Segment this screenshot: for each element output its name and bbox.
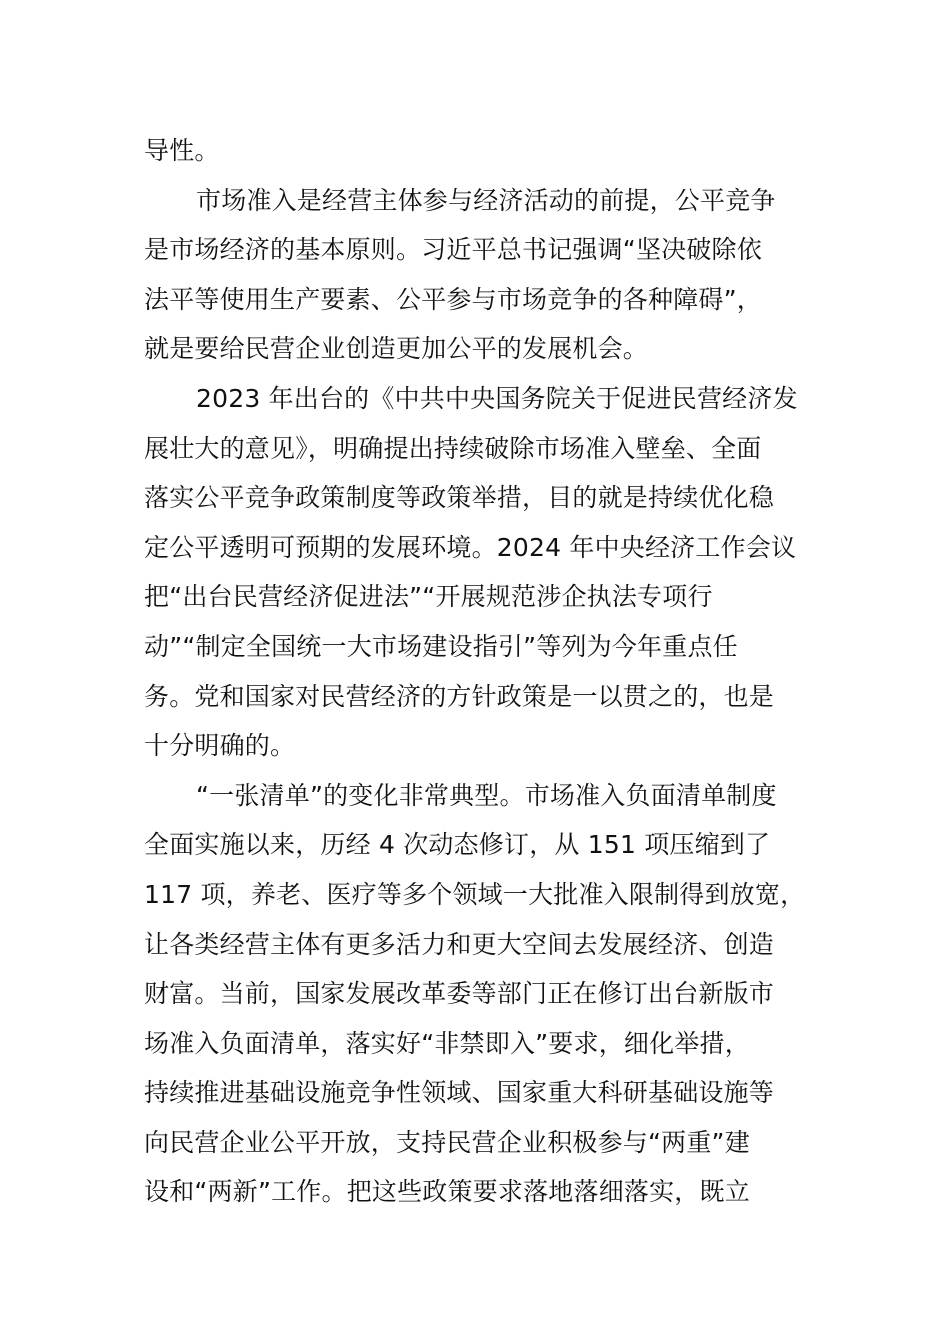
text-line: 财富。当前，国家发展改革委等部门正在修订出台新版市: [144, 979, 775, 1009]
text-line: 全面实施以来，历经 4 次动态修订，从 151 项压缩到了: [144, 830, 771, 860]
text-line: 持续推进基础设施竞争性领域、国家重大科研基础设施等: [144, 1078, 775, 1108]
text-line: 落实公平竞争政策制度等政策举措，目的就是持续优化稳: [144, 483, 775, 513]
text-line: 务。党和国家对民营经济的方针政策是一以贯之的，也是: [144, 681, 775, 711]
paragraph-first-line: “一张清单”的变化非常典型。市场准入负面清单制度: [196, 780, 777, 810]
text-line: 十分明确的。: [144, 731, 296, 761]
paragraph-first-line: 2023 年出台的《中共中央国务院关于促进民营经济发: [196, 383, 798, 413]
text-line: 向民营企业公平开放，支持民营企业积极参与“两重”建: [144, 1127, 750, 1157]
text-line: 法平等使用生产要素、公平参与市场竞争的各种障碍”，: [144, 284, 762, 314]
paragraph-first-line: 市场准入是经营主体参与经济活动的前提，公平竞争: [196, 185, 776, 215]
text-line: 设和“两新”工作。把这些政策要求落地落细落实，既立: [144, 1177, 750, 1207]
text-line: 导性。: [144, 136, 220, 165]
text-line: 把“出台民营经济促进法”“开展规范涉企执法专项行: [144, 582, 713, 612]
text-line: 是市场经济的基本原则。习近平总书记强调“坚决破除依: [144, 235, 762, 265]
text-line: 让各类经营主体有更多活力和更大空间去发展经济、创造: [144, 929, 775, 959]
document-body: [144, 126, 824, 1217]
text-line: 动”“制定全国统一大市场建设指引”等列为今年重点任: [144, 631, 738, 661]
text-line: 场准入负面清单，落实好“非禁即入”要求，细化举措，: [144, 1028, 750, 1058]
text-line: 就是要给民营企业创造更加公平的发展机会。: [144, 334, 649, 364]
text-line: 117 项，养老、医疗等多个领域一大批准入限制得到放宽，: [144, 879, 806, 909]
text-line: 展壮大的意见》，明确提出持续破除市场准入壁垒、全面: [144, 433, 762, 463]
text-line: 定公平透明可预期的发展环境。2024 年中央经济工作会议: [144, 532, 797, 562]
